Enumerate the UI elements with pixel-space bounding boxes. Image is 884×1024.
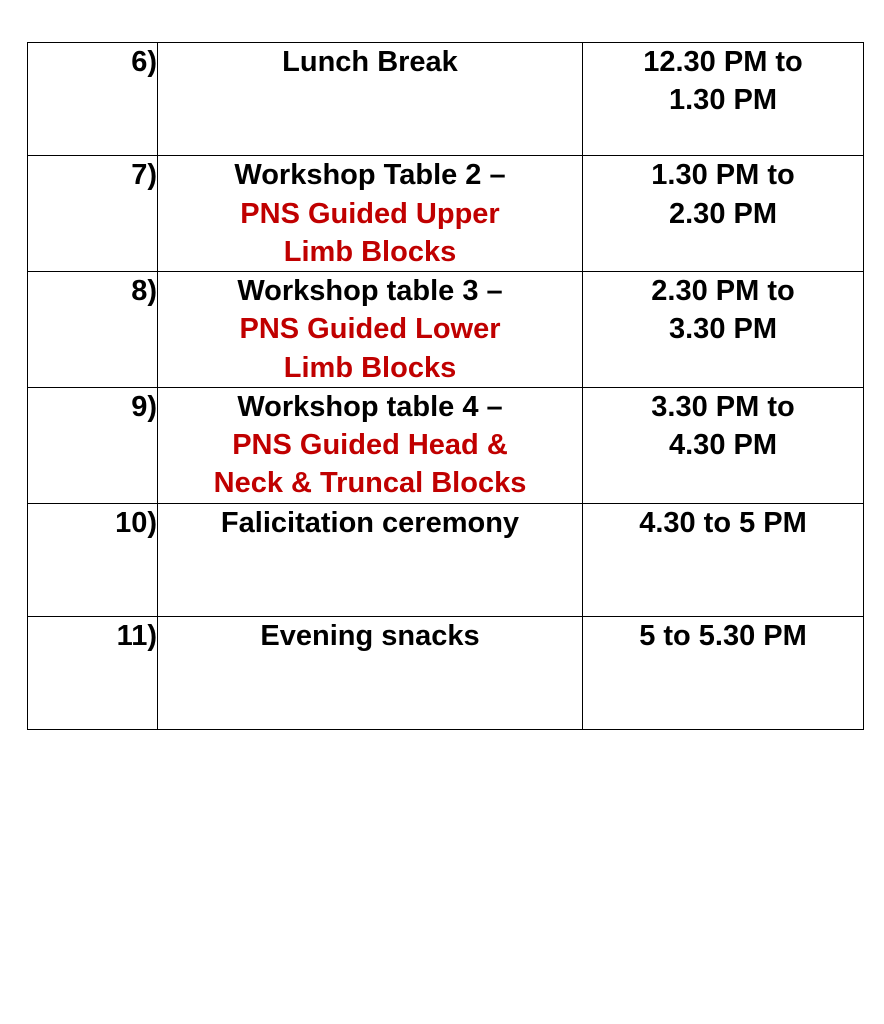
row-spacer bbox=[158, 542, 582, 616]
row-number: 9) bbox=[131, 390, 157, 423]
time-line-2: 3.30 PM bbox=[669, 313, 777, 346]
schedule-table-body bbox=[28, 43, 864, 730]
row-time-cell bbox=[583, 503, 864, 616]
row-topic-cell bbox=[158, 43, 583, 156]
row-topic-cell bbox=[158, 387, 583, 503]
row-topic-cell bbox=[158, 156, 583, 272]
time-line-1: 1.30 PM to bbox=[651, 159, 795, 192]
row-number: 6) bbox=[131, 46, 157, 78]
row-spacer bbox=[158, 81, 582, 155]
topic-highlight-line-2: Limb Blocks bbox=[283, 351, 457, 384]
row-number-cell bbox=[28, 156, 158, 272]
row-number: 10) bbox=[115, 506, 157, 539]
row-number: 7) bbox=[131, 159, 157, 192]
row-number-cell bbox=[28, 503, 158, 616]
table-row bbox=[28, 387, 864, 503]
row-spacer bbox=[158, 655, 582, 729]
row-topic-cell bbox=[158, 272, 583, 388]
row-number-cell bbox=[28, 616, 158, 729]
topic-primary: Falicitation ceremony bbox=[220, 506, 520, 539]
row-number: 11) bbox=[116, 619, 157, 652]
time-line-2: 4.30 PM bbox=[669, 429, 777, 462]
table-row bbox=[28, 43, 864, 156]
time-line-2: 2.30 PM bbox=[669, 197, 777, 230]
time-line-2: 1.30 PM bbox=[669, 84, 777, 117]
table-row bbox=[28, 616, 864, 729]
topic-primary: Lunch Break bbox=[282, 46, 458, 78]
topic-primary: Workshop Table 2 – bbox=[234, 159, 506, 192]
row-number-cell bbox=[28, 387, 158, 503]
topic-highlight-line-1: PNS Guided Upper bbox=[240, 197, 500, 230]
time-line-1: 4.30 to 5 PM bbox=[639, 506, 807, 539]
row-time-cell bbox=[583, 387, 864, 503]
time-line-1: 12.30 PM to bbox=[643, 46, 803, 78]
row-number: 8) bbox=[131, 275, 157, 308]
row-topic-cell bbox=[158, 616, 583, 729]
topic-highlight-line-2: Neck & Truncal Blocks bbox=[213, 467, 527, 500]
row-time-cell bbox=[583, 156, 864, 272]
row-number-cell bbox=[28, 272, 158, 388]
topic-primary: Workshop table 4 – bbox=[237, 390, 503, 423]
schedule-table bbox=[27, 42, 864, 730]
time-line-1: 3.30 PM to bbox=[651, 390, 795, 423]
time-line-1: 2.30 PM to bbox=[651, 275, 795, 308]
topic-primary: Evening snacks bbox=[260, 619, 480, 652]
row-topic-cell bbox=[158, 503, 583, 616]
topic-highlight-line-1: PNS Guided Lower bbox=[239, 313, 501, 346]
row-time-cell bbox=[583, 616, 864, 729]
topic-highlight-line-2: Limb Blocks bbox=[283, 235, 457, 268]
table-row bbox=[28, 272, 864, 388]
table-row bbox=[28, 503, 864, 616]
row-time-cell bbox=[583, 272, 864, 388]
topic-highlight-line-1: PNS Guided Head & bbox=[232, 429, 508, 462]
row-time-cell bbox=[583, 43, 864, 156]
row-number-cell bbox=[28, 43, 158, 156]
time-line-1: 5 to 5.30 PM bbox=[639, 619, 807, 652]
topic-primary: Workshop table 3 – bbox=[237, 275, 503, 308]
table-row bbox=[28, 156, 864, 272]
